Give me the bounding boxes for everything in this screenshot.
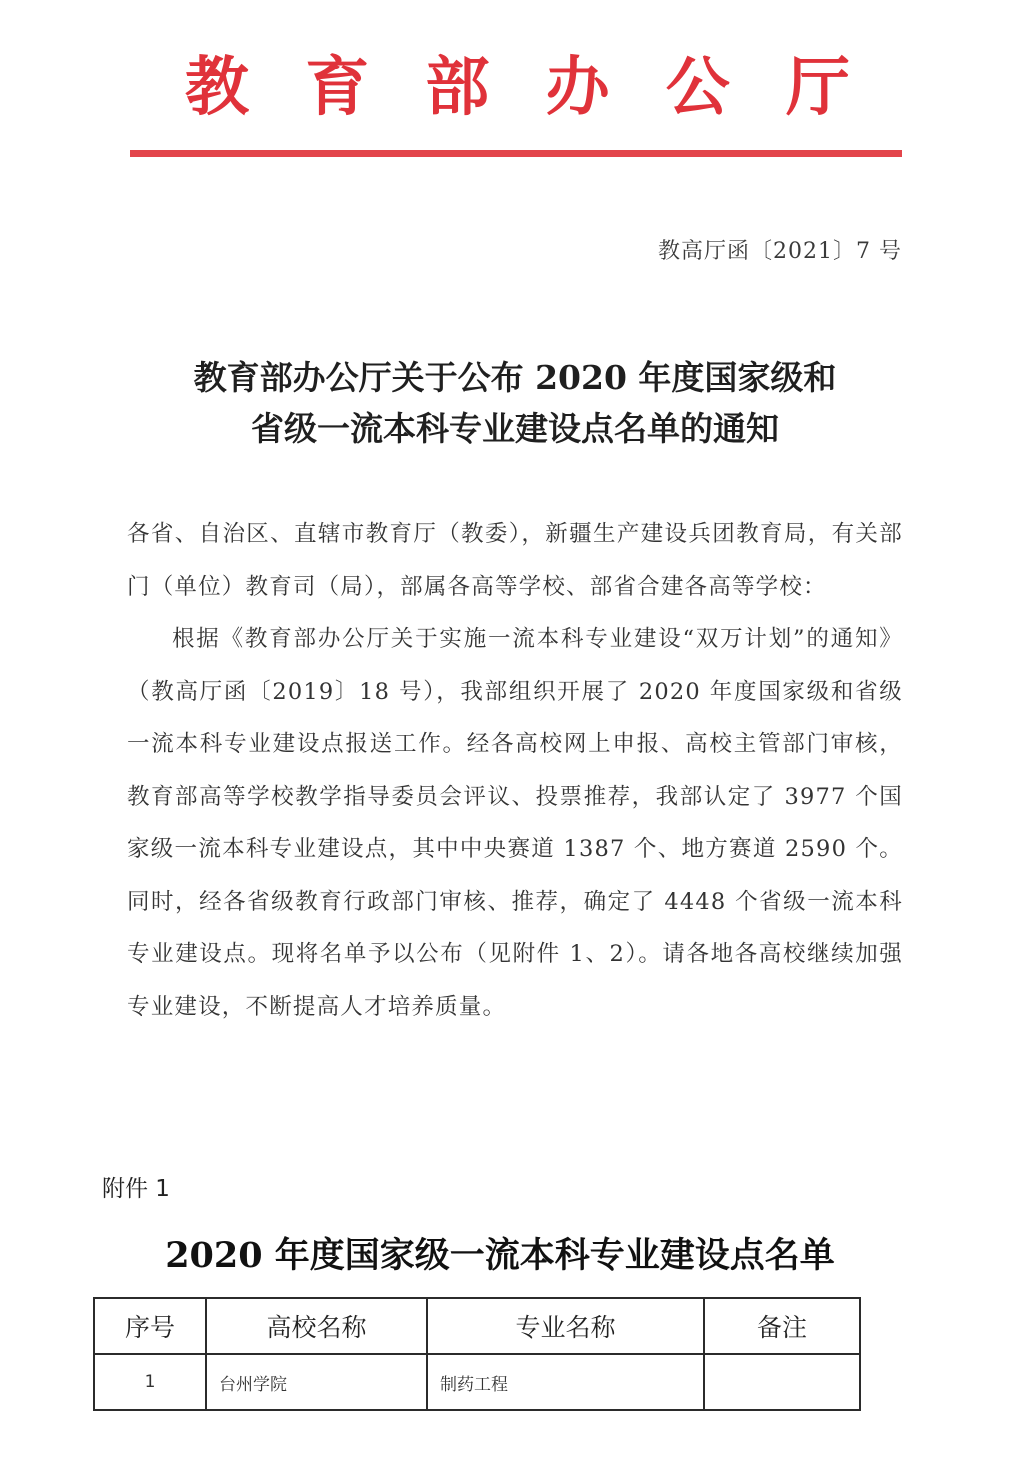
program-list-table <box>93 1297 861 1411</box>
cell-remarks <box>704 1354 860 1410</box>
column-header-university: 高校名称 <box>206 1298 427 1354</box>
letterhead-divider <box>130 150 902 157</box>
table-header-row <box>94 1298 860 1354</box>
document-body <box>127 508 903 1033</box>
letterhead <box>185 48 850 128</box>
attachment-title: 2020 年度国家级一流本科专业建设点名单 <box>165 1235 835 1276</box>
salutation: 各省、自治区、直辖市教育厅（教委），新疆生产建设兵团教育局，有关部门（单位）教育司（局），部属各高等学校、部省合建各高等学校： <box>127 521 903 600</box>
cell-major: 制药工程 <box>427 1354 704 1410</box>
letterhead-char: 厅 <box>785 50 850 125</box>
table-row <box>94 1354 860 1410</box>
column-header-major: 专业名称 <box>427 1298 704 1354</box>
letterhead-char: 部 <box>425 50 490 125</box>
letterhead-char: 公 <box>665 50 730 125</box>
attachment-label: 附件 1 <box>102 1176 170 1202</box>
document-title <box>120 352 910 454</box>
title-line: 省级一流本科专业建设点名单的通知 <box>251 409 779 448</box>
document-number: 教高厅函〔2021〕7 号 <box>658 239 902 264</box>
letterhead-char: 育 <box>305 50 370 125</box>
title-line: 教育部办公厅关于公布 2020 年度国家级和 <box>193 358 837 397</box>
letterhead-char: 办 <box>545 50 610 125</box>
cell-index: 1 <box>94 1354 206 1410</box>
column-header-remarks: 备注 <box>704 1298 860 1354</box>
cell-university: 台州学院 <box>206 1354 427 1410</box>
letterhead-char: 教 <box>185 50 249 125</box>
body-paragraph: 根据《教育部办公厅关于实施一流本科专业建设“双万计划”的通知》（教高厅函〔2019〕18 号），我部组织开展了 2020 年度国家级和省级一流本科专业建设点报送工作。经各高校网上申报、高校主管部门审核，教育部高等学校教学指导委员会评议、投票推荐，我部认定了 3977 个国家级一流本科专业建设点，其中中央赛道 1387 个、地方赛道 2590 个。同时，经各省级教育行政部门审核、推荐，确定了 4448 个省级一流本科专业建设点。现将名单予以公布（见附件 1、2）。请各地各高校继续加强专业建设，不断提高人才培养质量。 <box>127 626 903 1020</box>
column-header-index: 序号 <box>94 1298 206 1354</box>
